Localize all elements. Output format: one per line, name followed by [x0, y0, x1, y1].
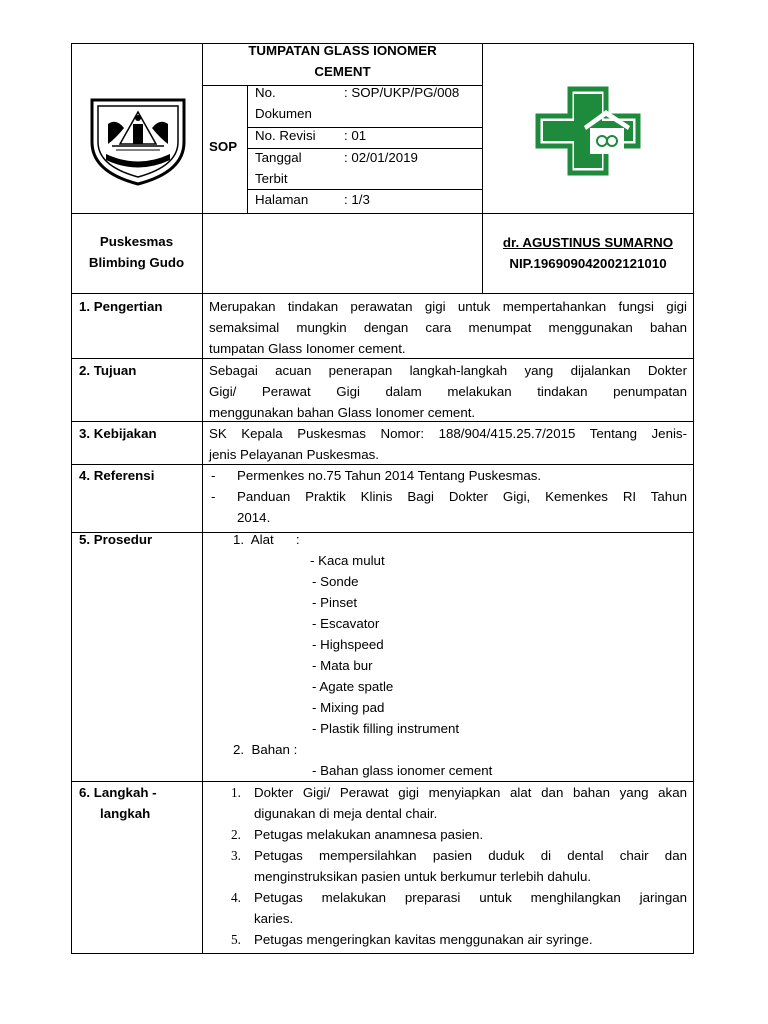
- step-line: Petugas mempersilahkan pasien duduk di dental chair dan: [254, 848, 687, 863]
- org-name-line1: Puskesmas: [99, 234, 174, 249]
- section-label-pengertian: 1. Pengertian: [79, 299, 163, 314]
- doc-number-label-1: No.: [255, 85, 276, 100]
- sop-label: SOP: [209, 139, 238, 154]
- doc-number-value: : SOP/UKP/PG/008: [344, 85, 460, 100]
- table-border-bottom: [71, 953, 694, 954]
- table-border-row6: [71, 532, 694, 533]
- regency-emblem-logo: [86, 94, 190, 188]
- table-divider-label: [202, 43, 203, 954]
- referensi-line: Permenkes no.75 Tahun 2014 Tentang Puskesmas.: [237, 468, 542, 483]
- org-name-line2: Blimbing Gudo: [88, 255, 185, 270]
- page-label: Halaman: [255, 192, 309, 207]
- head-nip: NIP.196909042002121010: [509, 256, 667, 271]
- referensi-dash: -: [211, 468, 216, 483]
- issue-date-value: : 02/01/2019: [344, 150, 418, 165]
- step-line: Dokter Gigi/ Perawat gigi menyiapkan alat dan bahan yang akan: [254, 785, 687, 800]
- puskesmas-logo: [534, 86, 642, 176]
- bahan-item: - Bahan glass ionomer cement: [312, 763, 493, 778]
- step-number: 4.: [231, 890, 241, 905]
- step-line: digunakan di meja dental chair.: [254, 806, 438, 821]
- step-line: Petugas melakukan anamnesa pasien.: [254, 827, 484, 842]
- step-number: 5.: [231, 932, 241, 947]
- table-border-row2: [71, 293, 694, 294]
- referensi-line: 2014.: [237, 510, 271, 525]
- referensi-line: Panduan Praktik Klinis Bagi Dokter Gigi, Kemenkes RI Tahun: [237, 489, 687, 504]
- alat-item: - Escavator: [312, 616, 380, 631]
- prosedur-alat-heading: 1. Alat :: [233, 532, 300, 547]
- tujuan-line: Sebagai acuan penerapan langkah-langkah yang dijalankan Dokter: [209, 363, 687, 378]
- step-line: karies.: [254, 911, 294, 926]
- tujuan-line: Gigi/ Perawat Gigi dalam melakukan tindakan penumpatan: [209, 384, 687, 399]
- step-line: menginstruksikan pasien untuk berkumur terlebih dahulu.: [254, 869, 592, 884]
- alat-item: - Kaca mulut: [310, 553, 385, 568]
- document-title-line2: CEMENT: [314, 64, 371, 79]
- kebijakan-line: SK Kepala Puskesmas Nomor: 188/904/415.25.7/2015 Tentang Jenis-: [209, 426, 687, 441]
- step-number: 1.: [231, 785, 241, 800]
- pengertian-line: tumpatan Glass Ionomer cement.: [209, 341, 406, 356]
- revision-value: : 01: [344, 128, 367, 143]
- alat-item: - Mixing pad: [312, 700, 385, 715]
- referensi-dash: -: [211, 489, 216, 504]
- table-border-right: [693, 43, 694, 954]
- head-name: dr. AGUSTINUS SUMARNO: [502, 235, 674, 250]
- kebijakan-line: jenis Pelayanan Puskesmas.: [209, 447, 379, 462]
- page-value: : 1/3: [344, 192, 370, 207]
- step-number: 2.: [231, 827, 241, 842]
- alat-item: - Pinset: [312, 595, 358, 610]
- table-border-row1: [71, 213, 694, 214]
- tujuan-line: menggunakan bahan Glass Ionomer cement.: [209, 405, 476, 420]
- alat-item: - Plastik filling instrument: [312, 721, 460, 736]
- table-border-left: [71, 43, 72, 954]
- alat-item: - Highspeed: [312, 637, 384, 652]
- issue-date-label-1: Tanggal: [255, 150, 302, 165]
- prosedur-bahan-heading: 2. Bahan :: [233, 742, 298, 757]
- alat-item: - Sonde: [312, 574, 359, 589]
- alat-item: - Mata bur: [312, 658, 373, 673]
- pengertian-line: semaksimal mungkin dengan cara menumpat menggunakan bahan: [209, 320, 687, 335]
- document-title-line1: TUMPATAN GLASS IONOMER: [248, 43, 437, 58]
- section-label-langkah-2: langkah: [100, 806, 151, 821]
- section-label-kebijakan: 3. Kebijakan: [79, 426, 157, 441]
- issue-date-label-2: Terbit: [255, 171, 288, 186]
- section-label-prosedur: 5. Prosedur: [79, 532, 153, 547]
- section-label-referensi: 4. Referensi: [79, 468, 155, 483]
- section-label-langkah: 6. Langkah -: [79, 785, 157, 800]
- step-line: Petugas melakukan preparasi untuk menghilangkan jaringan: [254, 890, 687, 905]
- step-number: 3.: [231, 848, 241, 863]
- pengertian-line: Merupakan tindakan perawatan gigi untuk mempertahankan fungsi gigi: [209, 299, 687, 314]
- sop-divider: [247, 85, 248, 214]
- section-label-tujuan: 2. Tujuan: [79, 363, 137, 378]
- alat-item: - Agate spatle: [312, 679, 394, 694]
- doc-number-label-2: Dokumen: [255, 106, 312, 121]
- step-line: Petugas mengeringkan kavitas menggunakan air syringe.: [254, 932, 593, 947]
- revision-label: No. Revisi: [255, 128, 316, 143]
